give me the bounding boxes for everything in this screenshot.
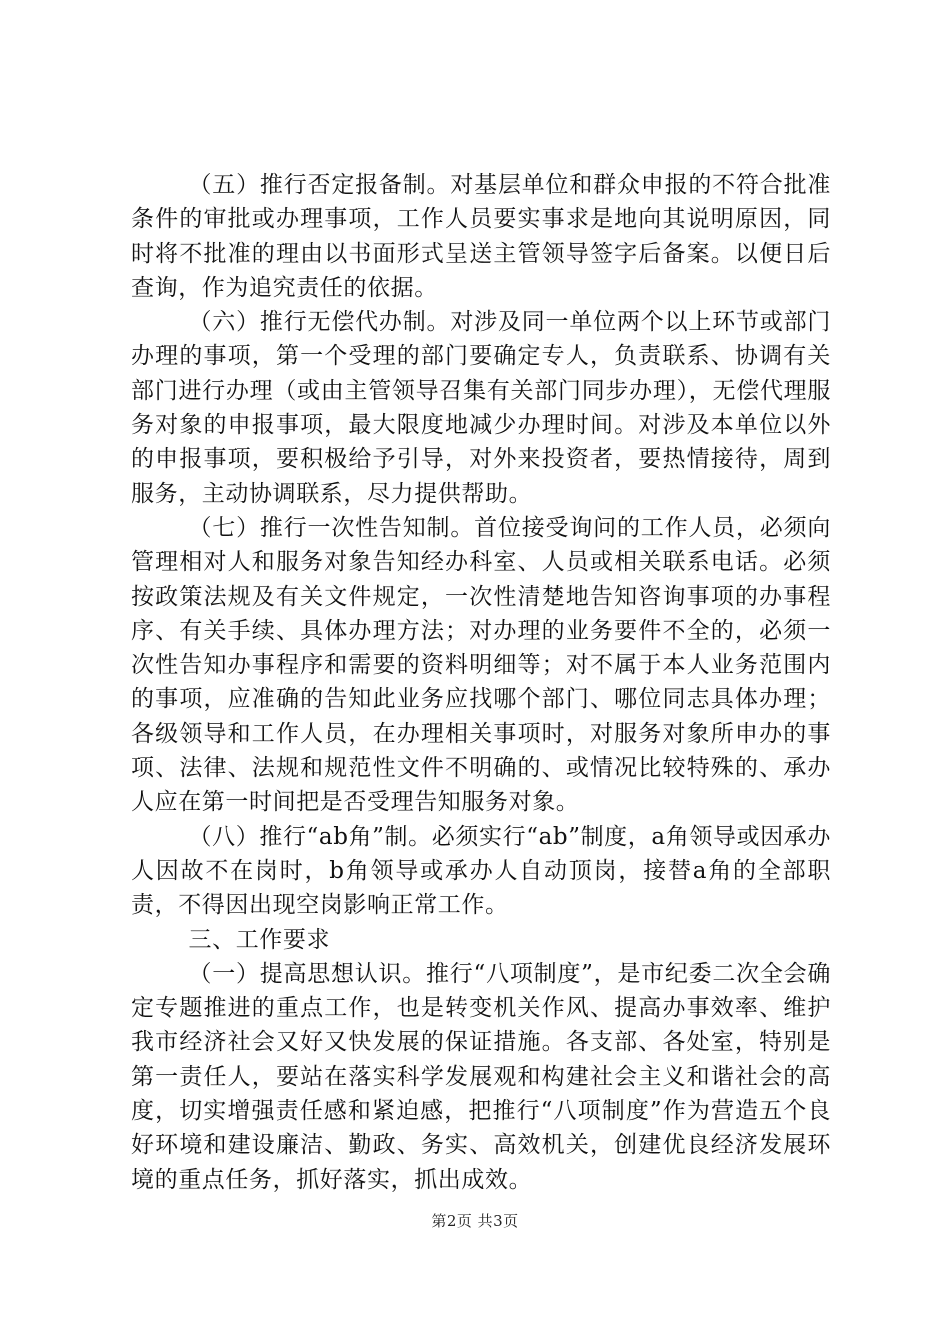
section-heading-work-requirements: 三、工作要求 — [188, 926, 331, 953]
paragraph-one: （一）提高思想认识。推行“八项制度”，是市纪委二次全会确定专题推进的重点工作，也是转变机关作风、提高办事效率、维护我市经济社会又好又快发展的保证措施。各支部、各处室，特别是第一责任人，要站在落实科学发展观和构建社会主义和谐社会的高度，切实增强责任感和紧迫感，把推行“八项制度”作为营造五个良好环境和建设廉洁、勤政、务实、高效机关，创建优良经济发展环境的重点任务，抓好落实，抓出成效。 — [131, 960, 831, 1193]
page-number-footer: 第2页 共3页 — [431, 1212, 519, 1230]
paragraph-six: （六）推行无偿代办制。对涉及同一单位两个以上环节或部门办理的事项，第一个受理的部门要确定专人，负责联系、协调有关部门进行办理（或由主管领导召集有关部门同步办理），无偿代理服务对象的申报事项，最大限度地减少办理时间。对涉及本单位以外的申报事项，要积极给予引导，对外来投资者，要热情接待，周到服务，主动协调联系，尽力提供帮助。 — [131, 309, 831, 507]
document-body — [131, 168, 831, 1197]
paragraph-eight: （八）推行“ab角”制。必须实行“ab”制度，a角领导或因承办人因故不在岗时，b角领导或承办人自动顶岗，接替a角的全部职责，不得因出现空岗影响正常工作。 — [131, 823, 831, 919]
paragraph-five: （五）推行否定报备制。对基层单位和群众申报的不符合批准条件的审批或办理事项，工作人员要实事求是地向其说明原因，同时将不批准的理由以书面形式呈送主管领导签字后备案。以便日后查询，作为追究责任的依据。 — [131, 172, 831, 301]
paragraph-seven: （七）推行一次性告知制。首位接受询问的工作人员，必须向管理相对人和服务对象告知经办科室、人员或相关联系电话。必须按政策法规及有关文件规定，一次性清楚地告知咨询事项的办事程序、有关手续、具体办理方法；对办理的业务要件不全的，必须一次性告知办事程序和需要的资料明细等；对不属于本人业务范围内的事项，应准确的告知此业务应找哪个部门、哪位同志具体办理；各级领导和工作人员，在办理相关事项时，对服务对象所申办的事项、法律、法规和规范性文件不明确的、或情况比较特殊的、承办人应在第一时间把是否受理告知服务对象。 — [131, 514, 831, 816]
